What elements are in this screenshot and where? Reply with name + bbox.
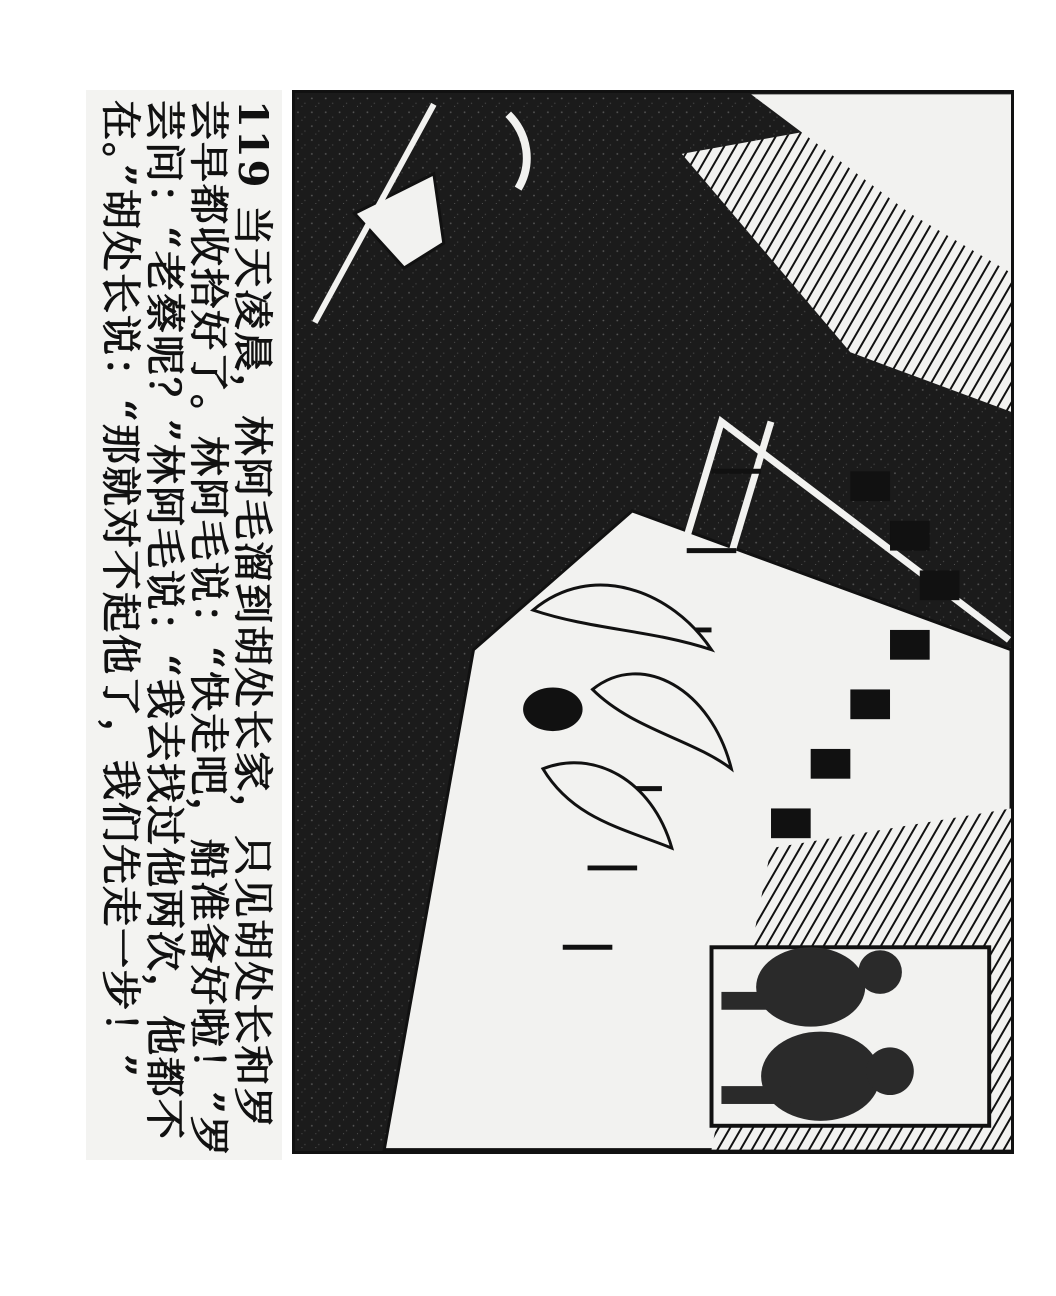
caption-block bbox=[86, 90, 282, 1160]
caption-line-4: 在。”胡处长说：“那就对不起他了，我们先走一步！” bbox=[97, 100, 144, 1080]
caption-line-1: 119 当天凌晨，林阿毛溜到胡处长家，只见胡处长和罗 bbox=[229, 100, 276, 1130]
caption-line-3: 芸问：“老蔡呢？”林阿毛说：“我去找过他两次，他都不 bbox=[141, 100, 188, 1142]
illustration-panel bbox=[292, 90, 1014, 1154]
illustration-svg bbox=[295, 93, 1011, 1151]
caption-line-2: 芸早都收拾好了。林阿毛说：“快走吧，船准备好啦！”罗 bbox=[185, 100, 232, 1159]
caption-text bbox=[86, 90, 282, 1160]
